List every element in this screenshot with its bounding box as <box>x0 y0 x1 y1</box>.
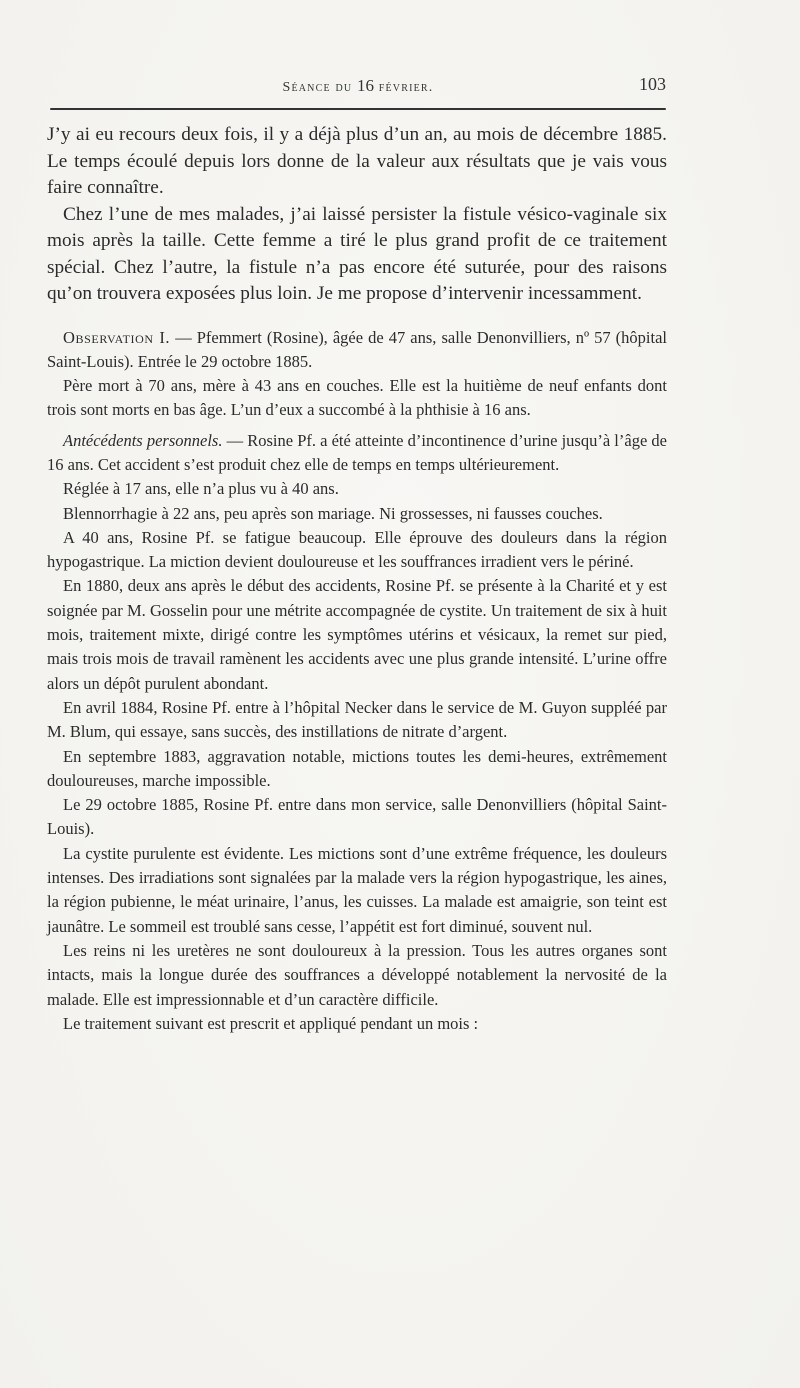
observation-paragraph: En 1880, deux ans après le début des accidents, Rosine Pf. se présente à la Charité et y est soignée par M. Gosselin pour une métrite accompagnée de cystite. Un traitement de six à huit mois, traitement mixte, dirigé contre les symptômes utérins et vésicaux, la remet sur pied, mais trois mois de travail ramènent les accidents avec une plus grande intensité. L’urine offre alors un dépôt purulent abondant. <box>47 576 667 693</box>
antecedents-text: — Rosine Pf. a été atteinte d’incontinence d’urine jusqu’à l’âge de 16 ans. Cet accident s’est produit chez elle de temps en temps ultérieurement. <box>47 430 667 474</box>
page-number: 103 <box>639 74 666 94</box>
intro-paragraph-1: J’y ai eu recours deux fois, il y a déjà plus d’un an, au mois de décembre 1885. Le temps écoulé depuis lors donne de la valeur aux résultats que je vais vous faire connaître. <box>47 124 667 198</box>
observation-paragraph: Blennorrhagie à 22 ans, peu après son mariage. Ni grossesses, ni fausses couches. <box>63 503 603 523</box>
observation-paragraph: La cystite purulente est évidente. Les mictions sont d’une extrême fréquence, les douleurs intenses. Des irradiations sont signalées par la malade vers la région hypogastrique, les aines, la région pubienne, le méat urinaire, l’anus, les cuisses. La malade est amaigrie, son teint est jaunâtre. Le sommeil est troublé sans cesse, l’appétit est fort diminué, souvent nul. <box>47 843 667 936</box>
observation-paragraph: A 40 ans, Rosine Pf. se fatigue beaucoup. Elle éprouve des douleurs dans la région hypogastrique. La miction devient douloureuse et les souffrances irradient vers le périné. <box>47 527 667 572</box>
page-header <box>50 76 666 100</box>
observation-paragraph: En septembre 1883, aggravation notable, mictions toutes les demi-heures, extrêmement douloureuses, marche impossible. <box>47 746 667 790</box>
family-history-paragraph: Père mort à 70 ans, mère à 43 ans en couches. Elle est la huitième de neuf enfants dont trois sont morts en bas âge. L’un d’eux a succombé à la phthisie à 16 ans. <box>47 376 667 420</box>
antecedents-label: Antécédents personnels. <box>63 430 223 450</box>
observation-paragraph: Le traitement suivant est prescrit et appliqué pendant un mois : <box>63 1013 479 1033</box>
observation-paragraph: Le 29 octobre 1885, Rosine Pf. entre dans mon service, salle Denonvilliers (hôpital Saint-Louis). <box>47 795 667 839</box>
observation-paragraph: En avril 1884, Rosine Pf. entre à l’hôpital Necker dans le service de M. Guyon suppléé par M. Blum, qui essaye, sans succès, des instillations de nitrate d’argent. <box>47 697 667 742</box>
running-title-suffix: février. <box>374 80 434 95</box>
observation-paragraph: Réglée à 17 ans, elle n’a plus vu à 40 ans. <box>63 479 339 499</box>
header-rule <box>50 108 666 110</box>
body-text <box>47 122 667 1036</box>
running-title-date: 16 <box>357 76 375 95</box>
observation-label: Observation I. <box>63 327 171 347</box>
section-gap <box>47 308 667 326</box>
running-title-prefix: Séance du <box>282 80 358 95</box>
intro-paragraph-2: Chez l’une de mes malades, j’ai laissé persister la fistule vésico-vaginale six mois après la taille. Cette femme a tiré le plus grand profit de ce traitement spécial. Chez l’autre, la fistule n’a pas encore été suturée, pour des raisons qu’on trouvera exposées plus loin. Je me propose d’intervenir incessamment. <box>47 203 667 304</box>
observation-paragraph: Les reins ni les uretères ne sont douloureux à la pression. Tous les autres organes sont intacts, mais la longue durée des souffrances a développé notablement la nervosité de la malade. Elle est impressionnable et d’un caractère difficile. <box>47 940 667 1009</box>
running-title <box>50 76 666 96</box>
antecedents-paragraph <box>47 429 667 478</box>
observation-heading-text: — Pfemmert (Rosine), âgée de 47 ans, salle Denonvilliers, nº 57 (hôpital Saint-Louis). Entrée le 29 octobre 1885. <box>47 327 667 371</box>
observation-heading <box>47 326 667 375</box>
